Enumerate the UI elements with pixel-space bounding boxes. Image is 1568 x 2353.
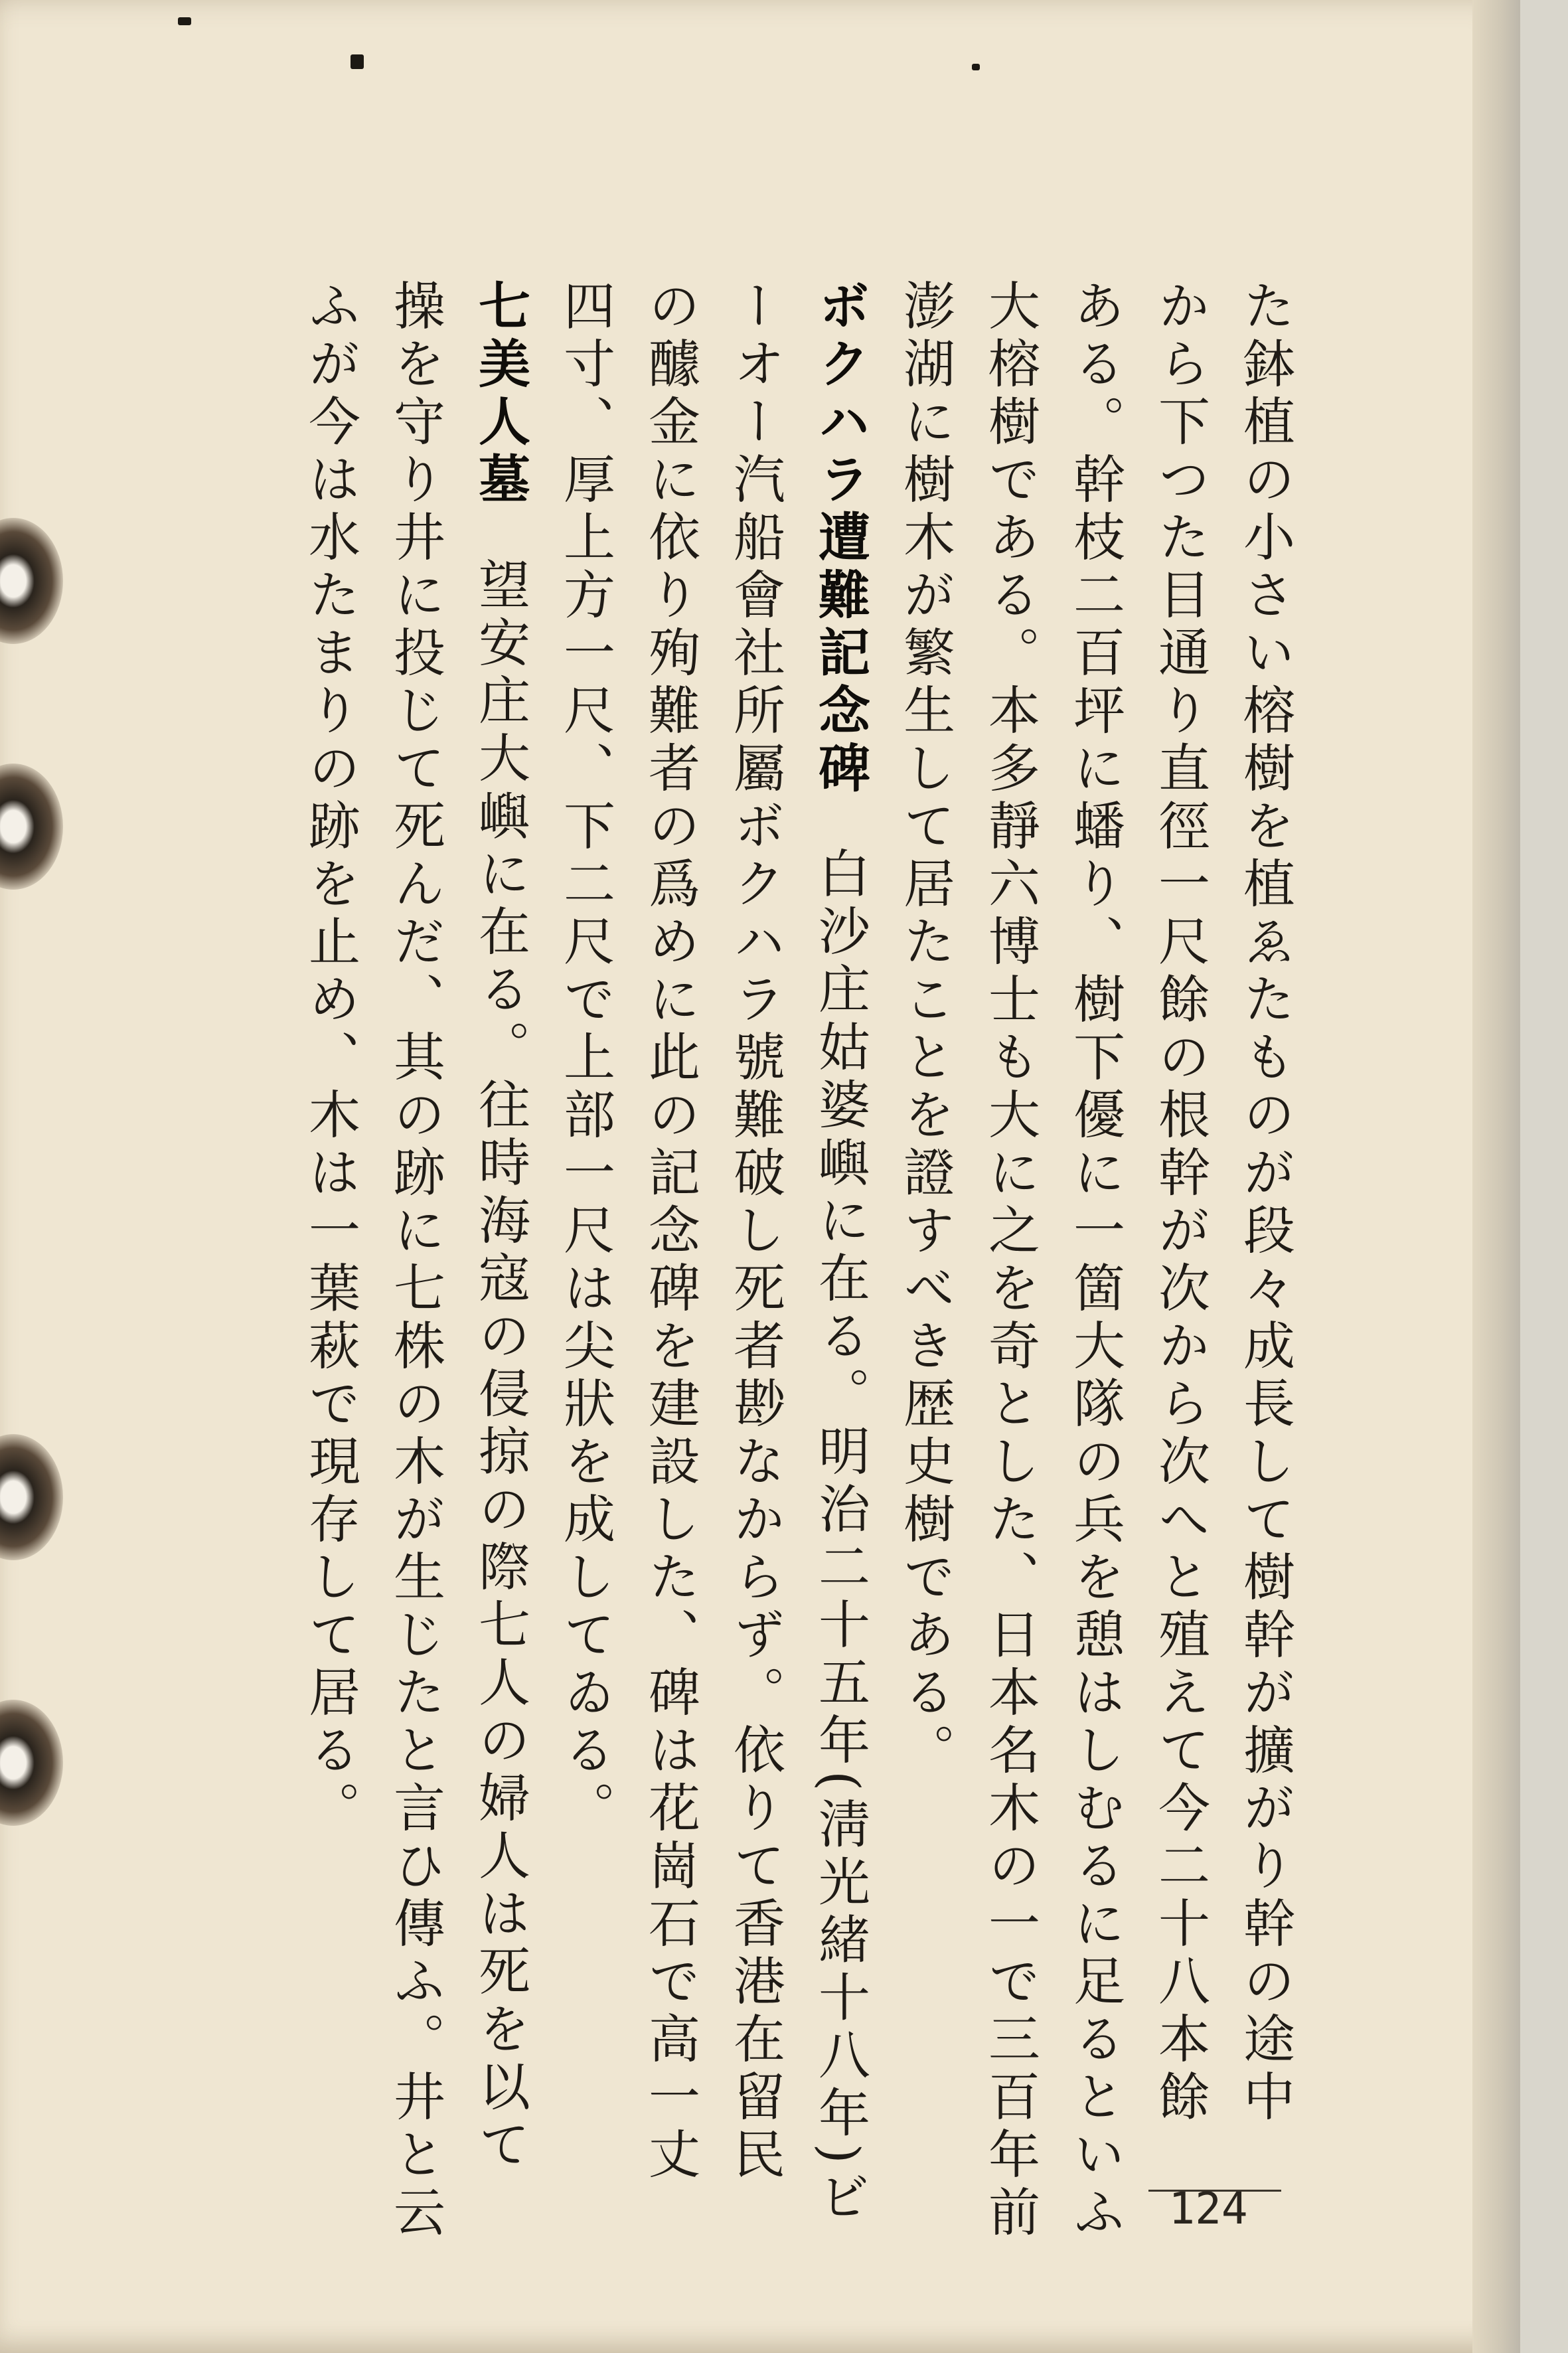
- page-edge: [1472, 0, 1520, 2353]
- text-column: 四寸、厚上方一尺、下二尺で上部一尺は尖狀を成してゐる。: [555, 279, 615, 1838]
- ink-speck: [972, 64, 980, 70]
- text-column: の醵金に依り殉難者の爲めに此の記念碑を建設した、碑は花崗石で高一丈: [640, 279, 700, 2185]
- ink-speck: [178, 17, 191, 25]
- ink-speck: [351, 54, 364, 69]
- binding-hole: [0, 1700, 63, 1826]
- binding-hole: [0, 764, 63, 890]
- page-number: 124: [1168, 2183, 1248, 2234]
- text-column: ボクハラ遭難記念碑白沙庄姑婆嶼に在る。明治二十五年(淸光緒十八年)ビ: [810, 279, 870, 2228]
- section-heading: ボクハラ遭難記念碑: [810, 279, 870, 799]
- text-column: ふが今は水たまりの跡を止め、木は一葉萩で現存して居る。: [300, 279, 360, 1838]
- text-column: ーオー汽船會社所屬ボクハラ號難破し死者尠なからず。依りて香港在留民: [725, 279, 785, 2185]
- text-column: た鉢植の小さい榕樹を植ゑたものが段々成長して樹幹が擴がり幹の途中: [1235, 279, 1294, 2127]
- text-column: ある。幹枝二百坪に蟠り、樹下優に一箇大隊の兵を憩はしむるに足るといふ: [1065, 279, 1125, 2243]
- text-column: 澎湖に樹木が繁生して居たことを證すべき歴史樹である。: [895, 279, 955, 1781]
- binding-hole: [0, 1434, 63, 1560]
- text-column: 操を守り井に投じて死んだ、其の跡に七株の木が生じたと言ひ傳ふ。井と云: [385, 279, 445, 2243]
- section-heading: 七美人墓: [470, 279, 530, 510]
- text-column: 大榕樹である。本多靜六博士も大に之を奇とした、日本名木の一で三百年前: [980, 279, 1040, 2243]
- text-column: 七美人墓望安庄大嶼に在る。往時海寇の侵掠の際七人の婦人は死を以て: [470, 279, 530, 2175]
- binding-hole: [0, 518, 63, 644]
- text-column: から下つた目通り直徑一尺餘の根幹が次から次へと殖えて今二十八本餘: [1150, 279, 1210, 2127]
